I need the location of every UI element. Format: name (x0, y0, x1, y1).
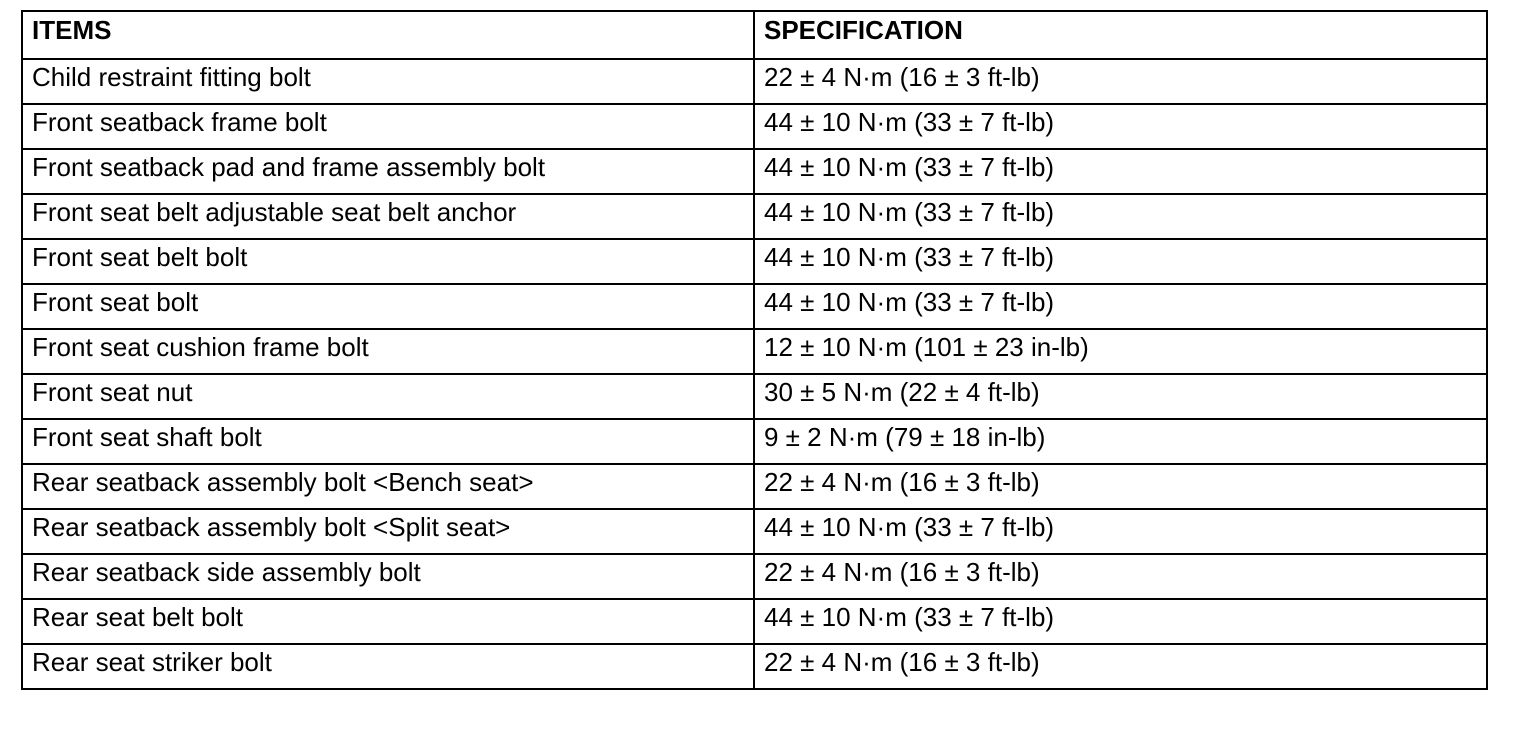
torque-spec-table (21, 10, 1488, 690)
item-cell: Rear seatback side assembly bolt (22, 554, 754, 599)
table-row (22, 284, 1487, 329)
specification-cell: 22 ± 4 N·m (16 ± 3 ft-lb) (754, 644, 1487, 689)
item-cell: Front seat cushion frame bolt (22, 329, 754, 374)
specification-cell: 44 ± 10 N·m (33 ± 7 ft-lb) (754, 284, 1487, 329)
specification-cell: 22 ± 4 N·m (16 ± 3 ft-lb) (754, 59, 1487, 104)
table-row (22, 419, 1487, 464)
specification-cell: 44 ± 10 N·m (33 ± 7 ft-lb) (754, 509, 1487, 554)
item-cell: Rear seatback assembly bolt <Split seat> (22, 509, 754, 554)
specification-cell: 12 ± 10 N·m (101 ± 23 in-lb) (754, 329, 1487, 374)
specification-cell: 44 ± 10 N·m (33 ± 7 ft-lb) (754, 239, 1487, 284)
table-row (22, 239, 1487, 284)
item-cell: Front seatback pad and frame assembly bolt (22, 149, 754, 194)
table-body (22, 59, 1487, 689)
specification-cell: 22 ± 4 N·m (16 ± 3 ft-lb) (754, 554, 1487, 599)
specification-cell: 30 ± 5 N·m (22 ± 4 ft-lb) (754, 374, 1487, 419)
table-row (22, 59, 1487, 104)
item-cell: Front seat nut (22, 374, 754, 419)
item-cell: Front seat belt bolt (22, 239, 754, 284)
specification-cell: 44 ± 10 N·m (33 ± 7 ft-lb) (754, 149, 1487, 194)
items-column-header: ITEMS (22, 11, 754, 59)
table-row (22, 329, 1487, 374)
item-cell: Rear seat striker bolt (22, 644, 754, 689)
item-cell: Rear seatback assembly bolt <Bench seat> (22, 464, 754, 509)
header-row (22, 11, 1487, 59)
table-header (22, 11, 1487, 59)
table-row (22, 464, 1487, 509)
item-cell: Front seat shaft bolt (22, 419, 754, 464)
item-cell: Child restraint fitting bolt (22, 59, 754, 104)
item-cell: Front seat belt adjustable seat belt anchor (22, 194, 754, 239)
table-row (22, 149, 1487, 194)
table-row (22, 194, 1487, 239)
item-cell: Rear seat belt bolt (22, 599, 754, 644)
table-row (22, 554, 1487, 599)
specification-cell: 44 ± 10 N·m (33 ± 7 ft-lb) (754, 194, 1487, 239)
item-cell: Front seatback frame bolt (22, 104, 754, 149)
table-row (22, 374, 1487, 419)
item-cell: Front seat bolt (22, 284, 754, 329)
table-row (22, 509, 1487, 554)
table-row (22, 644, 1487, 689)
table-row (22, 104, 1487, 149)
specification-cell: 44 ± 10 N·m (33 ± 7 ft-lb) (754, 104, 1487, 149)
specification-cell: 44 ± 10 N·m (33 ± 7 ft-lb) (754, 599, 1487, 644)
specification-column-header: SPECIFICATION (754, 11, 1487, 59)
specification-cell: 22 ± 4 N·m (16 ± 3 ft-lb) (754, 464, 1487, 509)
specification-cell: 9 ± 2 N·m (79 ± 18 in-lb) (754, 419, 1487, 464)
table-row (22, 599, 1487, 644)
